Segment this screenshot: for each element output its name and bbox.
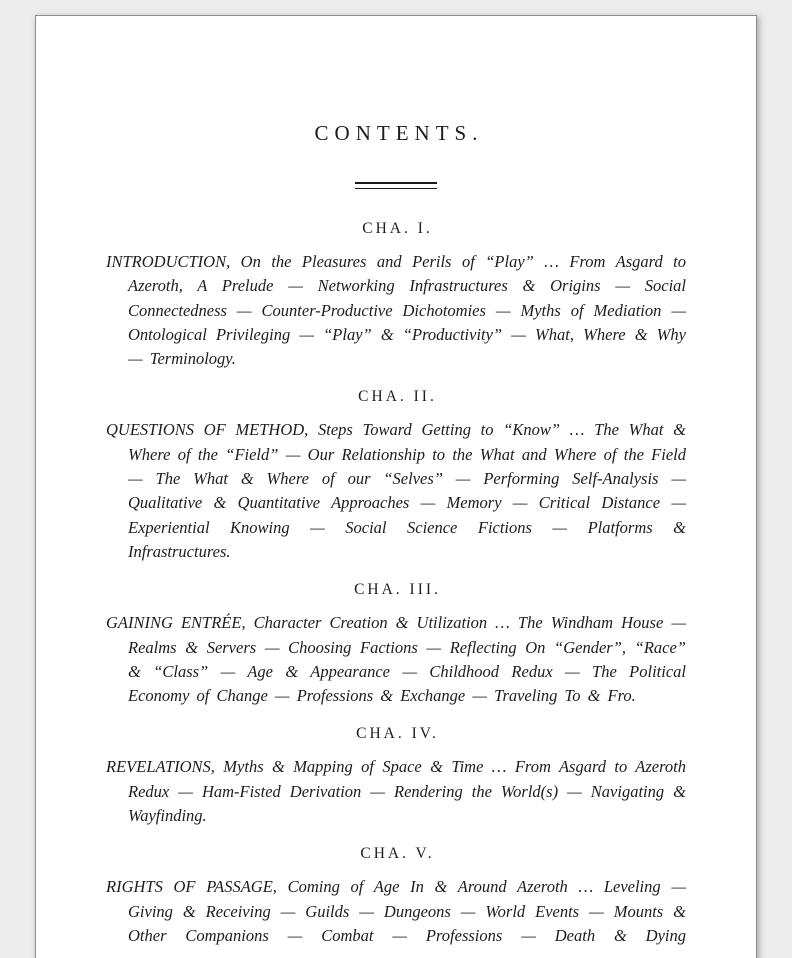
page-content — [106, 120, 686, 948]
chapter-entry: QUESTIONS OF METHOD, Steps Toward Getting to “Know” … The What & Where of the “Field” — Our Relationship to the What and Where of the Field — The What & Where of our “Selves” — Performing Self-Analysis — Qualitative & Quantitative Approaches — Memory — Critical Distance — Experiential Knowing — Social Science Fictions — Platforms & Infrastructures. — [106, 420, 686, 561]
chapter-entry: GAINING ENTRÉE, Character Creation & Utilization … The Windham House — Realms & Servers — Choosing Factions — Reflecting On “Gender”, “Race” & “Class” — Age & Appearance — Childhood Redux — The Political Economy of Change — Professions & Exchange — Traveling To & Fro. — [106, 613, 686, 706]
chapter-heading: CHA. IV. — [356, 725, 439, 743]
contents-title: CONTENTS. — [314, 121, 484, 145]
title-divider-rule — [355, 182, 437, 189]
chapter-entry: REVELATIONS, Myths & Mapping of Space & Time … From Asgard to Azeroth Redux — Ham-Fisted Derivation — Rendering the World(s) — Navigating & Wayfinding. — [106, 757, 686, 826]
chapter-section — [106, 217, 686, 371]
chapter-section — [106, 385, 686, 564]
chapter-heading: CHA. II. — [358, 388, 437, 406]
book-page — [35, 15, 757, 958]
chapter-list — [106, 217, 686, 948]
chapter-section — [106, 722, 686, 828]
chapter-entry: INTRODUCTION, On the Pleasures and Perils of “Play” … From Asgard to Azeroth, A Prelude — Networking Infrastructures & Origins — Social Connectedness — Counter-Productive Dichotomies — Myths of Mediation — Ontological Privileging — “Play” & “Productivity” — What, Where & Why — Terminology. — [106, 252, 686, 369]
chapter-heading: CHA. V. — [360, 845, 435, 863]
chapter-heading: CHA. I. — [362, 220, 433, 237]
chapter-heading: CHA. III. — [354, 581, 441, 599]
chapter-section — [106, 578, 686, 708]
chapter-section — [106, 842, 686, 948]
chapter-entry: RIGHTS OF PASSAGE, Coming of Age In & Around Azeroth … Leveling — Giving & Receiving — Guilds — Dungeons — World Events — Mounts & Other Companions — Combat — Professions — Death & Dying — [106, 877, 686, 945]
